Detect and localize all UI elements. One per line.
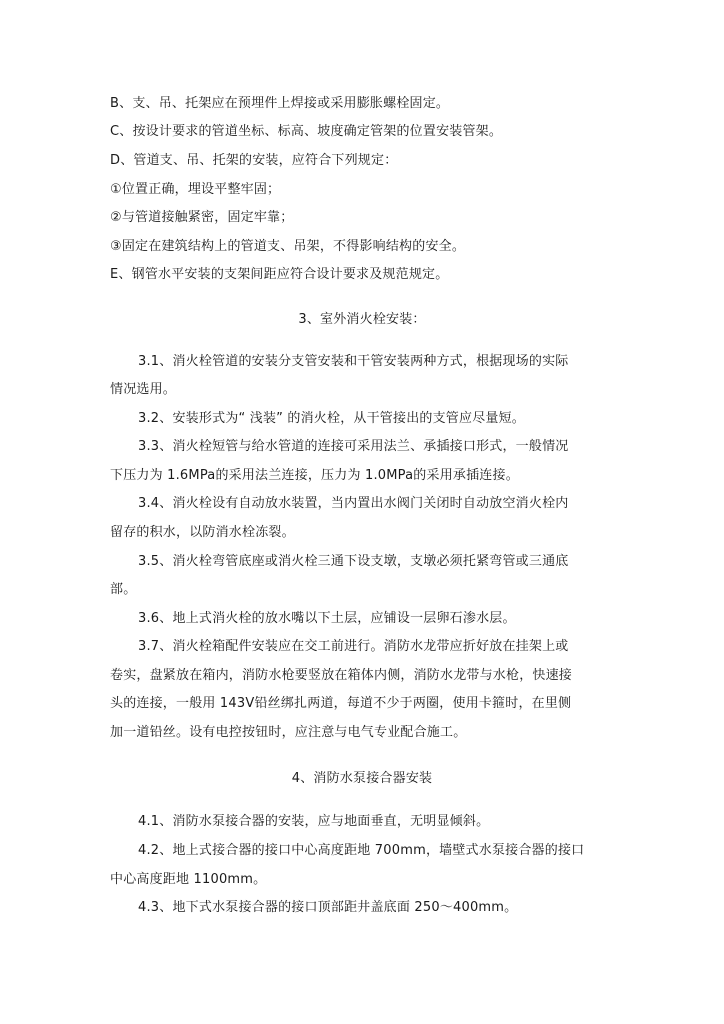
- paragraph-line: 3.6、地上式消火栓的放水嘴以下土层，应铺设一层卵石渗水层。: [138, 611, 516, 626]
- paragraph-line: 头的连接，一般用 143V铅丝绑扎两道，每道不少于两圈，使用卡箍时，在里侧: [110, 696, 572, 711]
- paragraph-line: 留存的积水，以防消水栓冻裂。: [110, 525, 295, 540]
- text-line: E、钢管水平安装的支架间距应符合设计要求及规范规定。: [110, 267, 449, 282]
- paragraph-line: 3.7、消火栓箱配件安装应在交工前进行。消防水龙带应折好放在挂架上或: [138, 639, 569, 654]
- paragraph-line: 3.3、消火栓短管与给水管道的连接可采用法兰、承插接口形式，一般情况: [138, 439, 569, 454]
- paragraph-line: 3.5、消火栓弯管底座或消火栓三通下设支墩，支墩必须托紧弯管或三通底: [138, 554, 569, 569]
- paragraph-line: 3.2、安装形式为“ 浅装” 的消火栓，从干管接出的支管应尽量短。: [138, 411, 526, 426]
- section-heading: 4、消防水泵接合器安装: [291, 771, 433, 786]
- text-line: ②与管道接触紧密，固定牢靠；: [110, 210, 294, 225]
- text-line: B、支、吊、托架应在预埋件上焊接或采用膨胀螺栓固定。: [110, 96, 450, 111]
- paragraph-line: 部。: [110, 582, 137, 597]
- paragraph-line: 4.1、消防水泵接合器的安装，应与地面垂直，无明显倾斜。: [138, 814, 490, 829]
- text-line: ③固定在建筑结构上的管道支、吊架，不得影响结构的安全。: [110, 239, 466, 254]
- paragraph-line: 卷实，盘紧放在箱内，消防水枪要竖放在箱体内侧，消防水龙带与水枪，快速接: [110, 668, 573, 683]
- section-heading: 3、室外消火栓安装：: [298, 312, 426, 327]
- text-line: ①位置正确，埋设平整牢固；: [110, 182, 281, 197]
- paragraph-line: 3.4、消火栓设有自动放水装置，当内置出水阀门关闭时自动放空消火栓内: [138, 496, 569, 511]
- paragraph-line: 4.2、地上式接合器的接口中心高度距地 700mm，墙壁式水泵接合器的接口: [138, 843, 585, 858]
- paragraph-line: 3.1、消火栓管道的安装分支管安装和干管安装两种方式，根据现场的实际: [138, 354, 569, 369]
- text-line: D、管道支、吊、托架的安装，应符合下列规定：: [110, 153, 398, 168]
- paragraph-line: 中心高度距地 1100mm。: [110, 872, 267, 887]
- paragraph-line: 4.3、地下式水泵接合器的接口顶部距井盖底面 250～400mm。: [138, 900, 518, 915]
- text-line: C、按设计要求的管道坐标、标高、坡度确定管架的位置安装管架。: [110, 124, 503, 139]
- paragraph-line: 下压力为 1.6MPa的采用法兰连接，压力为 1.0MPa的采用承插连接。: [110, 468, 519, 483]
- paragraph-line: 情况选用。: [110, 382, 177, 397]
- paragraph-line: 加一道铅丝。设有电控按钮时，应注意与电气专业配合施工。: [110, 725, 467, 740]
